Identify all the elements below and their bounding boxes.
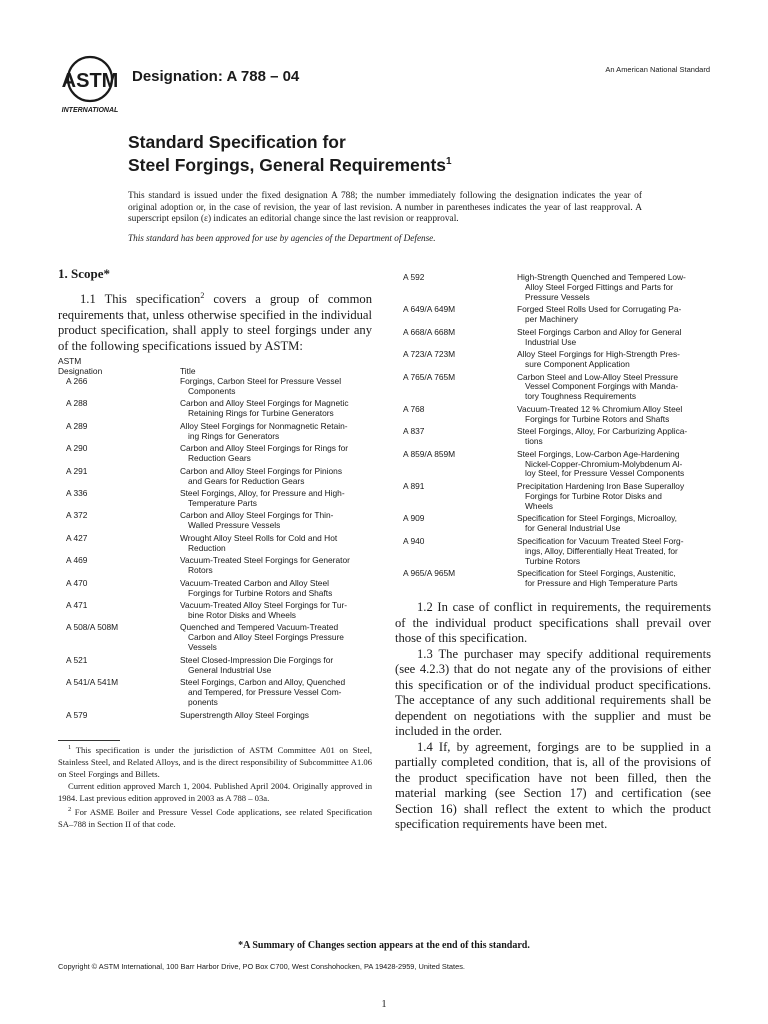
spec-title-cell <box>180 711 372 724</box>
spec-title-continued: Temperature Parts <box>188 497 257 508</box>
spec-row <box>395 273 711 305</box>
spec-title-cell <box>180 422 372 444</box>
spec-title-continued: Forgings for Turbine Rotor Disks and Wheels <box>525 490 662 511</box>
p1-text-a: 1.1 This specification <box>80 292 201 307</box>
footnote-1-text: This specification is under the jurisdiction of ASTM Committee A01 on Steel, Stainless Steel, and Related Alloys, and is the direct responsibility of Subcommittee A1.06 on Steel Forgings and Billets. <box>58 744 372 779</box>
spec-title: Wrought Alloy Steel Rolls for Cold and Hot <box>180 532 338 543</box>
spec-title: Steel Forgings, Low-Carbon Age-Hardening <box>517 448 680 459</box>
spec-row <box>58 422 372 444</box>
footnote-2 <box>58 804 372 830</box>
spec-title-continued: and Tempered, for Pressure Vessel Com- ponents <box>188 687 342 707</box>
spec-title-continued: Components <box>188 385 236 396</box>
spec-title-cell <box>517 350 711 372</box>
spec-title-continued: Alloy Steel Forged Fittings and Parts for Pressure Vessels <box>525 281 674 302</box>
spec-designation: A 649/A 649M <box>403 304 456 315</box>
paragraph-1-3: 1.3 The purchaser may specify additional requirements (see 4.2.3) that do not negate any of the provisions of either this specification or of the individual product specifications. The acceptance of any such additional requirements shall be dependent on negotiations with the supplier and must be included in the order. <box>395 646 711 739</box>
spec-title-continued: Reduction Gears <box>188 453 251 464</box>
spec-row <box>395 305 711 327</box>
spec-title: Specification for Vacuum Treated Steel Forg- <box>517 535 684 546</box>
document-title <box>128 133 452 175</box>
spec-title-cell <box>180 579 372 601</box>
spec-row <box>395 450 711 482</box>
spec-title: Vacuum-Treated Carbon and Alloy Steel <box>180 577 329 588</box>
spec-title-continued: Forgings for Turbine Rotors and Shafts <box>188 587 333 598</box>
title-line-1: Standard Specification for <box>128 132 346 152</box>
spec-title-cell <box>180 444 372 466</box>
spec-title-continued: Industrial Use <box>525 336 577 347</box>
spec-designation: A 837 <box>403 426 425 437</box>
spec-title-cell <box>517 514 711 536</box>
spec-row <box>58 489 372 511</box>
title-text: Steel Forgings, General Requirements <box>128 154 446 175</box>
spec-title: Carbon Steel and Low-Alloy Steel Pressure <box>517 371 679 382</box>
spec-row <box>395 569 711 591</box>
summary-of-changes-note: *A Summary of Changes section appears at the end of this standard. <box>238 940 530 951</box>
spec-title-cell <box>180 489 372 511</box>
spec-designation: A 290 <box>66 443 88 454</box>
spec-designation: A 668/A 668M <box>403 326 456 337</box>
spec-title: Carbon and Alloy Steel Forgings for Thin- <box>180 510 334 521</box>
spec-row <box>395 537 711 569</box>
spec-title-cell <box>180 623 372 655</box>
dod-approval-note: This standard has been approved for use by agencies of the Department of Defense. <box>128 233 436 243</box>
spec-title: Alloy Steel Forgings for High-Strength Pres- <box>517 349 680 360</box>
spec-title-cell <box>517 569 711 591</box>
spec-title: Carbon and Alloy Steel Forgings for Magnetic <box>180 398 349 409</box>
spec-row <box>395 350 711 372</box>
spec-row <box>58 556 372 578</box>
spec-designation: A 336 <box>66 488 88 499</box>
spec-title-continued: Reduction <box>188 542 226 553</box>
spec-title: Specification for Steel Forgings, Microalloy, <box>517 513 677 524</box>
spec-title-cell <box>180 534 372 556</box>
spec-title: Superstrength Alloy Steel Forgings <box>180 709 309 720</box>
spec-title-continued: tions <box>525 436 543 447</box>
spec-title-cell <box>517 537 711 569</box>
footnote-1-edition: Current edition approved March 1, 2004. Published April 2004. Originally approved in 1984. Last previous edition approved in 2003 as A 788 – 03a. <box>58 780 372 803</box>
spec-designation: A 266 <box>66 376 88 386</box>
left-column <box>58 266 372 723</box>
spec-row <box>395 328 711 350</box>
spec-title-continued: Nickel-Copper-Chromium-Molybdenum Al- loy Steel, for Pressure Vessel Components <box>525 458 685 479</box>
spec-row <box>58 656 372 678</box>
spec-table-left <box>58 357 372 723</box>
spec-row <box>395 405 711 427</box>
spec-title-cell <box>517 273 711 305</box>
spec-title-cell <box>180 467 372 489</box>
spec-title-cell <box>180 511 372 533</box>
spec-row <box>395 514 711 536</box>
spec-title: Carbon and Alloy Steel Forgings for Rings for <box>180 443 349 454</box>
scope-heading: 1. Scope* <box>58 266 110 281</box>
spec-title: Steel Forgings, Carbon and Alloy, Quenched <box>180 677 346 688</box>
spec-title-continued: Vessel Component Forgings with Manda- tory Toughness Requirements <box>525 381 679 402</box>
spec-row <box>58 534 372 556</box>
spec-title-continued: for Pressure and High Temperature Parts <box>525 577 678 588</box>
spec-title-cell <box>517 373 711 405</box>
table-header-title: Title <box>180 366 196 377</box>
spec-title: Steel Closed-Impression Die Forgings for <box>180 654 334 665</box>
spec-row <box>58 444 372 466</box>
astm-logo-icon <box>58 52 122 116</box>
right-column <box>395 270 711 833</box>
spec-row <box>395 373 711 405</box>
paragraph-1-2: 1.2 In case of conflict in requirements, the requirements of the individual product specifications shall prevail over those of this specification. <box>395 600 711 646</box>
spec-title: Precipitation Hardening Iron Base Superalloy <box>517 480 685 491</box>
spec-title: Specification for Steel Forgings, Austenitic, <box>517 568 676 578</box>
spec-designation: A 469 <box>66 555 88 566</box>
footnote-1-mark: 1 <box>68 744 72 751</box>
spec-title: Alloy Steel Forgings for Nonmagnetic Retain- <box>180 420 348 431</box>
paragraph-1-1 <box>58 288 372 354</box>
copyright: Copyright © ASTM International, 100 Barr Harbor Drive, PO Box C700, West Conshohocken, PA 19428-2959, United States. <box>58 962 465 971</box>
footnote-1 <box>58 742 372 780</box>
spec-title-cell <box>180 556 372 578</box>
spec-title-continued: sure Component Application <box>525 359 630 370</box>
spec-designation: A 891 <box>403 480 425 491</box>
spec-title-cell <box>517 305 711 327</box>
spec-title: High-Strength Quenched and Tempered Low- <box>517 272 686 282</box>
spec-row <box>58 467 372 489</box>
footnote-divider <box>58 740 120 741</box>
spec-title-cell <box>180 656 372 678</box>
spec-title-cell <box>180 601 372 623</box>
spec-designation: A 508/A 508M <box>66 622 119 633</box>
spec-title-cell <box>517 405 711 427</box>
table-header-astm: ASTM <box>58 356 82 367</box>
logo-subtext: INTERNATIONAL <box>61 107 119 114</box>
spec-designation: A 909 <box>403 513 425 524</box>
spec-designation: A 768 <box>403 403 425 414</box>
spec-title-continued: for General Industrial Use <box>525 523 621 534</box>
spec-title: Steel Forgings, Alloy, for Pressure and High- <box>180 488 345 499</box>
spec-row <box>58 377 372 399</box>
spec-designation: A 859/A 859M <box>403 448 456 459</box>
spec-row <box>58 711 372 724</box>
spec-designation: A 289 <box>66 420 88 431</box>
spec-title: Vacuum-Treated 12 % Chromium Alloy Steel <box>517 403 683 414</box>
spec-title-cell <box>517 328 711 350</box>
footnotes <box>58 742 372 830</box>
spec-title-cell <box>517 482 711 514</box>
spec-designation: A 765/A 765M <box>403 371 456 382</box>
spec-title-continued: Rotors <box>188 565 213 576</box>
spec-title: Vacuum-Treated Steel Forgings for Generator <box>180 555 350 566</box>
spec-designation: A 579 <box>66 709 88 720</box>
spec-table-right <box>395 273 711 591</box>
spec-row <box>58 623 372 655</box>
p1-text-b: covers a group of common requirements that, unless otherwise specified in the individual product specification, shall apply to steel forgings under any of the following specifications issued by ASTM: <box>58 292 372 353</box>
spec-row <box>58 399 372 421</box>
table-header-designation: Designation <box>58 366 103 377</box>
spec-title-cell <box>180 377 372 399</box>
spec-title: Quenched and Tempered Vacuum-Treated <box>180 622 339 633</box>
spec-designation: A 521 <box>66 654 88 665</box>
designation: Designation: A 788 – 04 <box>132 68 300 85</box>
spec-designation: A 470 <box>66 577 88 588</box>
spec-designation: A 541/A 541M <box>66 677 119 688</box>
footnote-2-text: For ASME Boiler and Pressure Vessel Code applications, see related Specification SA–788 in Section II of that code. <box>58 806 372 829</box>
spec-title: Steel Forgings, Alloy, For Carburizing Applica- <box>517 426 688 437</box>
spec-title-continued: Walled Pressure Vessels <box>188 520 281 531</box>
national-standard-label: An American National Standard <box>605 65 710 74</box>
spec-row <box>58 579 372 601</box>
spec-row <box>58 511 372 533</box>
spec-title-continued: Carbon and Alloy Steel Forgings Pressure Vessels <box>188 632 344 653</box>
spec-designation: A 291 <box>66 465 88 476</box>
spec-title-continued: Forgings for Turbine Rotors and Shafts <box>525 413 670 424</box>
spec-designation: A 965/A 965M <box>403 568 456 578</box>
spec-title: Forgings, Carbon Steel for Pressure Vessel <box>180 376 342 386</box>
p1-footnote-mark: 2 <box>200 291 205 300</box>
title-line-2 <box>128 152 452 175</box>
spec-title-continued: and Gears for Reduction Gears <box>188 475 305 486</box>
spec-row <box>395 482 711 514</box>
footnote-2-mark: 2 <box>68 805 72 813</box>
spec-title: Vacuum-Treated Alloy Steel Forgings for Tur- <box>180 600 348 611</box>
title-footnote-mark: 1 <box>446 156 452 167</box>
spec-designation: A 288 <box>66 398 88 409</box>
spec-title: Steel Forgings Carbon and Alloy for General <box>517 326 682 337</box>
spec-title-continued: ing Rings for Generators <box>188 430 280 441</box>
astm-logo <box>58 52 122 116</box>
page-number: 1 <box>381 999 387 1010</box>
spec-designation: A 372 <box>66 510 88 521</box>
paragraph-1-4: 1.4 If, by agreement, forgings are to be supplied in a partially completed condition, that is, all of the provisions of the product specification have not been filled, then the material marking (see Section 17) and certification (see Section 16) shall reflect the extent to which the product specification requirements have been met. <box>395 739 711 832</box>
spec-designation: A 940 <box>403 535 425 546</box>
spec-title-continued: bine Rotor Disks and Wheels <box>188 609 296 620</box>
spec-designation: A 723/A 723M <box>403 349 456 360</box>
spec-row <box>395 427 711 449</box>
spec-designation: A 592 <box>403 272 425 282</box>
spec-title-cell <box>180 399 372 421</box>
spec-row <box>58 601 372 623</box>
spec-title-continued: per Machinery <box>525 314 579 325</box>
spec-designation: A 427 <box>66 532 88 543</box>
logo-text: ASTM <box>61 70 119 92</box>
spec-title: Forged Steel Rolls Used for Corrugating Pa- <box>517 304 682 315</box>
spec-title-continued: Retaining Rings for Turbine Generators <box>188 408 334 419</box>
spec-title: Carbon and Alloy Steel Forgings for Pinions <box>180 465 343 476</box>
spec-title-cell <box>517 427 711 449</box>
spec-title-cell <box>180 678 372 710</box>
spec-title-cell <box>517 450 711 482</box>
issuance-note: This standard is issued under the fixed designation A 788; the number immediately following the designation indicates the year of original adoption or, in the case of revision, the year of last revision. A number in parentheses indicates the year of last reapproval. A superscript epsilon (ε) indicates an editorial change since the last revision or reapproval. <box>128 191 642 225</box>
spec-title-continued: General Industrial Use <box>188 664 272 675</box>
spec-title-continued: ings, Alloy, Differentially Heat Treated, for Turbine Rotors <box>525 545 678 566</box>
spec-designation: A 471 <box>66 600 88 611</box>
spec-row <box>58 678 372 710</box>
